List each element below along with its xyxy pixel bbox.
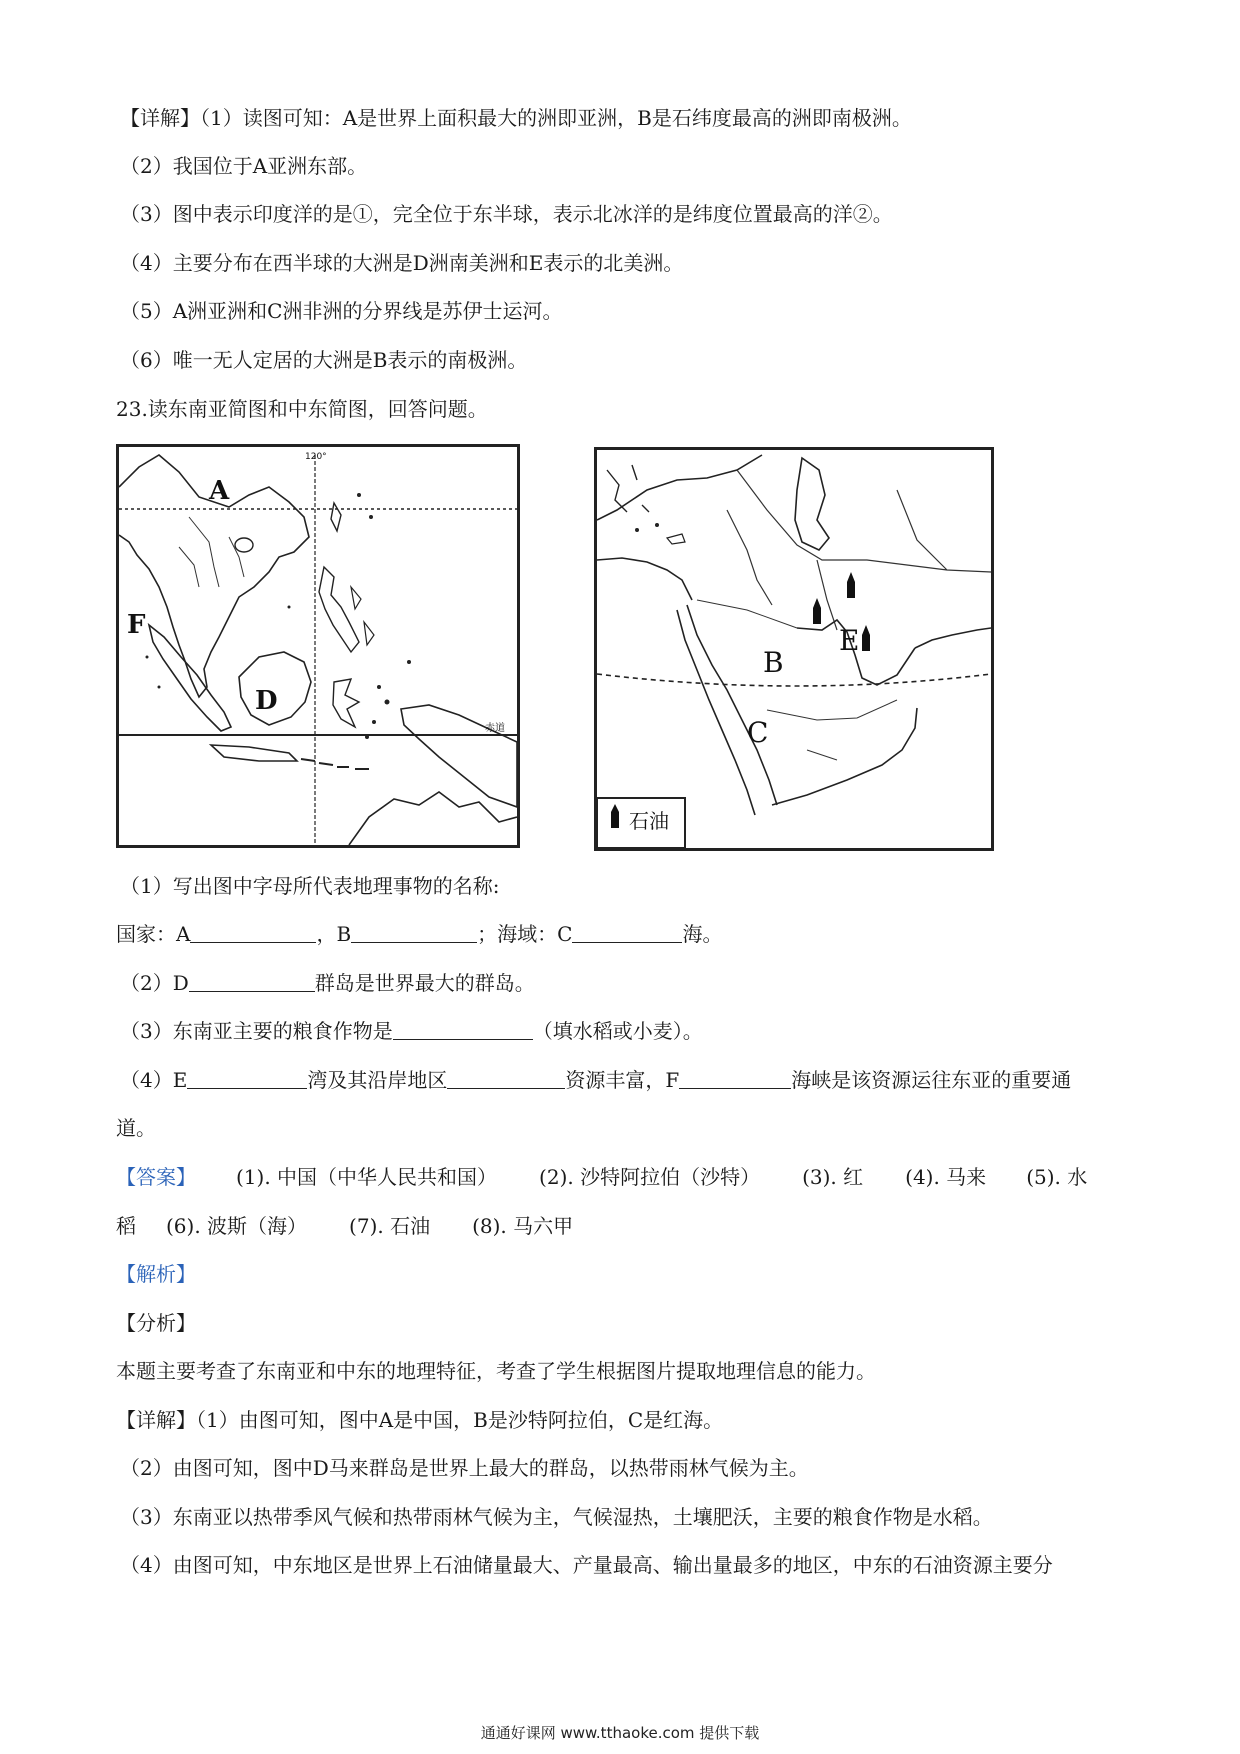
q4-middle-1: 湾及其沿岸地区: [307, 1068, 448, 1092]
answer-line-1: [116, 1163, 1087, 1191]
map-label-d: D: [255, 686, 278, 716]
answer-item-1: (1). 中国（中华人民共和国）: [236, 1165, 498, 1189]
map-label-e: E: [839, 624, 860, 657]
analysis-label: 【解析】: [116, 1262, 196, 1286]
blank-f: [679, 1066, 791, 1089]
blank-c: [572, 920, 682, 943]
meridian-label: 120°: [305, 452, 327, 462]
q1-sea-c: ；海域：C: [477, 922, 573, 946]
answer-label: 【答案】: [116, 1165, 196, 1189]
answer-item-3: (3). 红: [802, 1165, 864, 1189]
q1-sea-suffix: 海。: [682, 922, 723, 946]
page-footer: 通通好课网 www.tthaoke.com 提供下载: [480, 1724, 760, 1742]
map-label-c: C: [747, 716, 769, 749]
analysis-sub-label: 【分析】: [116, 1311, 196, 1335]
q3-prefix: （3）东南亚主要的粮食作物是: [120, 1019, 393, 1043]
prev-detail-line-1: 【详解】（1）读图可知：A是世界上面积最大的洲即亚洲，B是石纬度最高的洲即南极洲。: [120, 106, 912, 130]
analysis-detail-2: （2）由图可知，图中D马来群岛是世界上最大的群岛，以热带雨林气候为主。: [120, 1456, 809, 1480]
answer-item-5: (5). 水: [1026, 1165, 1088, 1189]
q2-line: [120, 969, 535, 997]
map-label-f: F: [127, 610, 146, 640]
blank-e: [187, 1066, 307, 1089]
q2-suffix: 群岛是世界最大的群岛。: [314, 971, 535, 995]
blank-d: [189, 969, 315, 992]
answer-item-8: (8). 马六甲: [472, 1214, 574, 1238]
q4-line-2: 道。: [116, 1116, 156, 1140]
q4-line: [120, 1066, 1071, 1094]
q3-line: [120, 1017, 703, 1045]
map-label-b: B: [763, 646, 784, 679]
southeast-asia-map-drawing: [119, 447, 517, 845]
q1-country-a: 国家：A: [116, 922, 191, 946]
middle-east-map-drawing: [597, 450, 991, 848]
answer-line-2: [116, 1212, 573, 1240]
prev-detail-line-3: （3）图中表示印度洋的是①，完全位于东半球，表示北冰洋的是纬度位置最高的洋②。: [120, 202, 893, 226]
prev-detail-line-6: （6）唯一无人定居的大洲是B表示的南极洲。: [120, 348, 528, 372]
prev-detail-line-2: （2）我国位于A亚洲东部。: [120, 154, 368, 178]
q1-intro: （1）写出图中字母所代表地理事物的名称:: [120, 874, 500, 898]
analysis-detail-1: 【详解】（1）由图可知，图中A是中国，B是沙特阿拉伯，C是红海。: [116, 1408, 724, 1432]
q3-suffix: （填水稻或小麦）。: [532, 1019, 703, 1043]
map-label-a: A: [209, 476, 230, 506]
q1-country-b: ，B: [316, 922, 352, 946]
answer-item-7: (7). 石油: [349, 1214, 431, 1238]
oil-legend-label: 石油: [629, 809, 669, 833]
southeast-asia-map: [116, 444, 520, 848]
blank-a: [190, 920, 316, 943]
analysis-detail-4: （4）由图可知，中东地区是世界上石油储量最大、产量最高、输出量最多的地区，中东的石油资源主要分: [120, 1553, 1053, 1577]
analysis-summary: 本题主要考查了东南亚和中东的地理特征，考查了学生根据图片提取地理信息的能力。: [116, 1359, 876, 1383]
middle-east-map: [594, 447, 994, 851]
answer-item-4: (4). 马来: [905, 1165, 987, 1189]
answer-item-5-cont: 稻: [116, 1214, 136, 1238]
blank-crop: [393, 1017, 533, 1040]
prev-detail-line-4: （4）主要分布在西半球的大洲是D洲南美洲和E表示的北美洲。: [120, 251, 684, 275]
q4-prefix: （4）E: [120, 1068, 188, 1092]
blank-resource: [447, 1066, 565, 1089]
q1-line: [116, 920, 722, 948]
equator-label: 赤道: [485, 723, 505, 734]
q4-middle-2: 资源丰富，F: [565, 1068, 680, 1092]
analysis-detail-3: （3）东南亚以热带季风气候和热带雨林气候为主，气候湿热，土壤肥沃，主要的粮食作物是水稻。: [120, 1505, 993, 1529]
prev-detail-line-5: （5）A洲亚洲和C洲非洲的分界线是苏伊士运河。: [120, 299, 563, 323]
answer-item-2: (2). 沙特阿拉伯（沙特）: [539, 1165, 761, 1189]
q4-middle-3: 海峡是该资源运往东亚的重要通: [791, 1068, 1072, 1092]
q2-prefix: （2）D: [120, 971, 189, 995]
answer-item-6: (6). 波斯（海）: [166, 1214, 308, 1238]
question-title: 23.读东南亚简图和中东简图，回答问题。: [116, 397, 488, 421]
blank-b: [351, 920, 477, 943]
